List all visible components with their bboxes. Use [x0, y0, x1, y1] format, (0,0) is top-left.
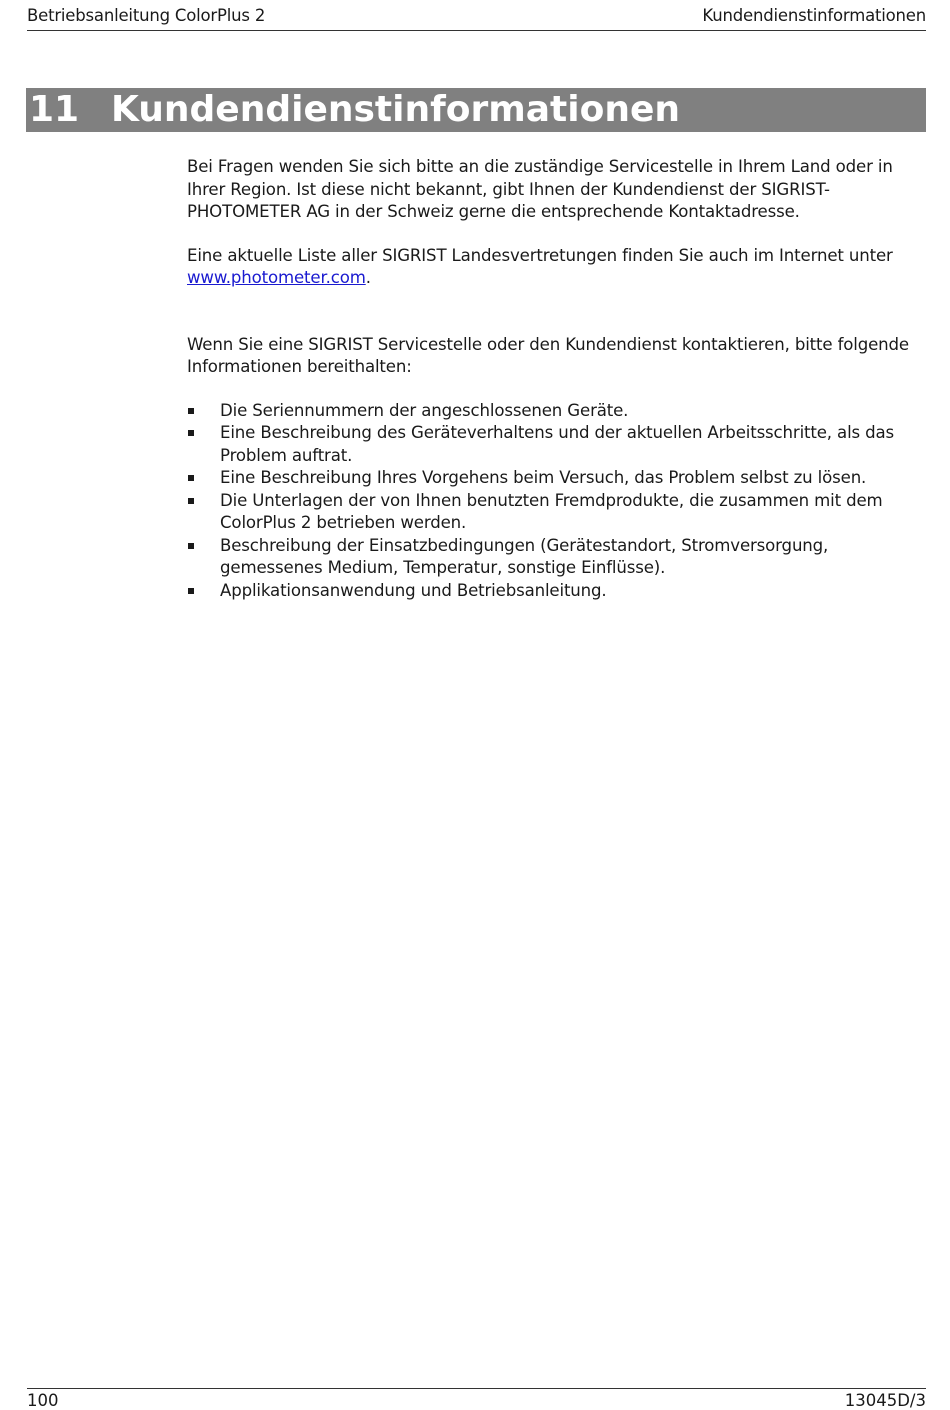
- paragraph-internet: [187, 245, 915, 290]
- bullet-square-icon: [188, 498, 194, 504]
- bullet-square-icon: [188, 408, 194, 414]
- info-bullet-list: [187, 400, 915, 603]
- header-document-title: Betriebsanleitung ColorPlus 2: [27, 6, 266, 25]
- page-footer: [27, 1388, 926, 1410]
- list-item-text: Eine Beschreibung Ihres Vorgehens beim Versuch, das Problem selbst zu lösen.: [220, 468, 867, 487]
- bullet-square-icon: [188, 475, 194, 481]
- page-number: 100: [27, 1391, 59, 1410]
- list-item-text: Eine Beschreibung des Geräteverhaltens und der aktuellen Arbeitsschritte, als das Problem auftrat.: [220, 423, 895, 465]
- website-link[interactable]: www.photometer.com: [187, 268, 366, 287]
- body-text: [187, 156, 915, 602]
- page-header: [27, 6, 926, 31]
- bullet-square-icon: [188, 588, 194, 594]
- paragraph-internet-text: Eine aktuelle Liste aller SIGRIST Landesvertretungen finden Sie auch im Internet unter: [187, 245, 893, 265]
- list-item: [187, 422, 915, 467]
- list-item-text: Die Seriennummern der angeschlossenen Geräte.: [220, 400, 629, 420]
- bullet-square-icon: [188, 430, 194, 436]
- list-item-text: Applikationsanwendung und Betriebsanleitung.: [220, 580, 607, 600]
- chapter-heading: [26, 88, 926, 132]
- chapter-title: Kundendienstinformationen: [111, 89, 681, 130]
- paragraph-internet-end: .: [365, 268, 371, 287]
- list-item-text: Beschreibung der Einsatzbedingungen (Gerätestandort, Stromversorgung, gemessenes Medium, Temperatur, sonstige Einflüsse).: [220, 535, 829, 577]
- list-item: [187, 490, 915, 535]
- list-item: [187, 467, 915, 490]
- chapter-number: 11: [29, 89, 80, 130]
- list-item: [187, 535, 915, 580]
- bullet-square-icon: [188, 543, 194, 549]
- list-item-text: Die Unterlagen der von Ihnen benutzten Fremdprodukte, die zusammen mit dem ColorPlus 2 betrieben werden.: [220, 490, 883, 532]
- list-item: [187, 580, 915, 603]
- header-section-title: Kundendienstinformationen: [702, 6, 926, 25]
- document-id: 13045D/3: [844, 1391, 926, 1410]
- paragraph-intro: Bei Fragen wenden Sie sich bitte an die zuständige Servicestelle in Ihrem Land oder in Ihrer Region. Ist diese nicht bekannt, gibt Ihnen der Kundendienst der SIGRIST-PHOTOMETER AG in der Schweiz gerne die entsprechende Kontaktadresse.: [187, 157, 893, 221]
- paragraph-contact: Wenn Sie eine SIGRIST Servicestelle oder den Kundendienst kontaktieren, bitte folgende Informationen bereithalten:: [187, 334, 909, 376]
- list-item: [187, 400, 915, 423]
